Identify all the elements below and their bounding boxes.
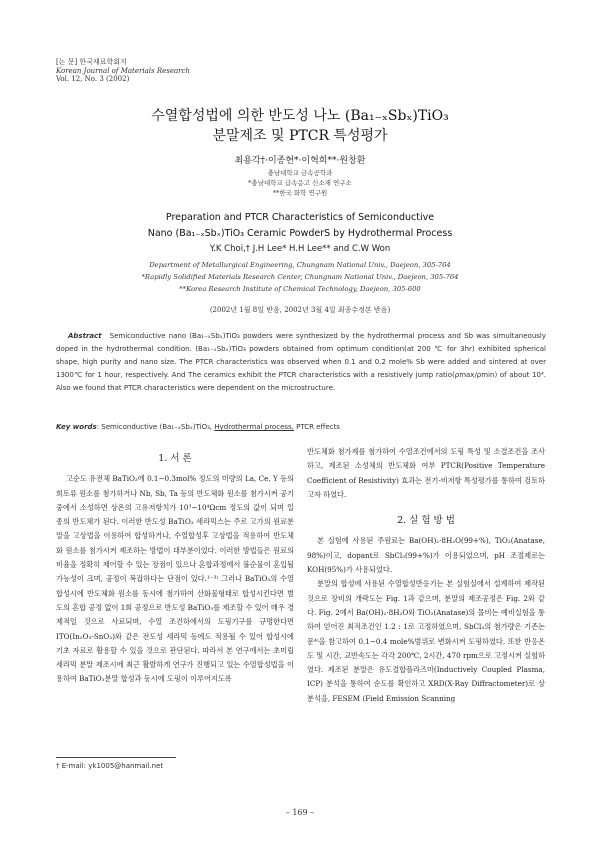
- journal-header-line1: [논 문] 한국재료학회지: [56, 58, 127, 66]
- right-column: [307, 445, 545, 706]
- methods-paragraph-1: 본 실험에 사용된 주원료는 Ba(OH)₂·8H₂O(99+%), TiO₂(Anatase, 98%)이고, dopant로 SbCl₃(99+%)가 이용되었으며, pH 조절제로는 KOH(95%)가 사용되었다.: [307, 536, 545, 575]
- journal-header: [56, 58, 190, 84]
- keywords-label: Key words: [56, 423, 97, 431]
- english-affiliations: [0, 259, 600, 295]
- journal-header-line2: Korean Journal of Materials Research: [56, 66, 190, 75]
- english-title-line1: Preparation and PTCR Characteristics of Semiconductive: [165, 212, 435, 223]
- korean-title: [0, 106, 600, 146]
- korean-affiliation: 충남대학교 금속공학과: [267, 169, 333, 177]
- english-title-line2: Nano (Ba₁₋ₓSbₓ)TiO₃ Ceramic PowderS by Hydrothermal Process: [147, 228, 453, 239]
- abstract: [56, 330, 546, 395]
- keywords-suffix: PTCR effects: [293, 423, 340, 431]
- section-heading-methods: 2. 실 험 방 법: [397, 515, 455, 527]
- abstract-text: Semiconductive nano (Ba₁₋ₓSbₓ)TiO₃ powders were synthesized by the hydrothermal process and Sb was simultaneously doped in the hydrothermal condition. (Ba₁₋ₓSbₓ)TiO₃ powders obtained from optimum condition(at 200 ℃ for 3hr) exhibited spherical shape, high purity and nano size. The PTCR characteristics was observed when 0.1 and 0.2 mole% Sb were added and sintered at over 1300℃ for 1 hour, respectively. And The ceramics exhibit the PTCR characteristics with a resistively jump ratio(ρmax/ρmin) of about 10⁴. Also we found that PTCR characteristics were dependent on the microstructure.: [56, 332, 546, 392]
- introduction-continuation: 반도체화 첨가제를 첨가하여 수열조건에서의 도핑 특성 및 소결조건을 조사하고, 제조된 소성체의 반도체화 여부 PTCR(Positive Temperature Coefficient of Resistivity) 효과는 전기-비저항 특성평가를 통하여 검토하고자 하였다.: [307, 447, 545, 499]
- english-title: [0, 210, 600, 242]
- english-affiliation: **Korea Research Institute of Chemical Technology, Daejeon, 305-600: [179, 285, 421, 293]
- english-affiliation: Department of Metallurgical Engineering, Chungnam National Univ., Daejeon, 305-764: [149, 261, 451, 269]
- abstract-label: Abstract: [68, 332, 102, 340]
- page-number: – 169 –: [285, 808, 315, 817]
- korean-authors: 최용각†·이종현*·이혁희**·원창환: [234, 156, 366, 166]
- korean-title-line2: 분말제조 및 PTCR 특성평가: [212, 128, 388, 144]
- methods-paragraph-2: 분말의 합성에 사용된 수열합성반응기는 본 실험실에서 설계하여 제작된 것으로 장비의 개략도는 Fig. 1과 같으며, 분말의 제조공정은 Fig. 2와 같다. Fig. 2에서 Ba(OH)₂·8H₂O와 TiO₂(Anatase)의 몰비는 예비실험을 통하여 얻어진 최적조건인 1.2 : 1로 고정하였으며, SbCl₃의 첨가량은 기존논문⁴⁾을 참고하여 0.1∼0.4 mole%범위로 변화시켜 도핑하였다. 또한 반응온도 및 시간, 교반속도는 각각 200℃, 2시간, 470 rpm으로 고정시켜 실험하였다. 제조된 분말은 유도결합플라즈마(Inductively Coupled Plasma, ICP) 분석을 통하여 순도를 확인하고 XRD(X-Ray Diffractometer)로 상분석을, FESEM (Field Emission Scanning: [307, 579, 545, 703]
- keywords-underlined: Hydrothermal process,: [214, 423, 294, 431]
- english-authors: Y.K Choi,† J.H Lee* H.H Lee** and C.W Won: [209, 244, 391, 254]
- introduction-paragraph: 고순도 유전체 BaTiO₃에 0.1∼0.3mol% 정도의 미량의 La, Ce, Y 등의 희토류 원소를 첨가하거나 Nb, Sb, Ta 등의 반도체화 원소를 첨가시켜 공기중에서 소성하면 상온의 고유저항치가 10³∼10⁴Ωcm 정도의 값이 되며 일종의 반도체가 된다. 이러한 반도성 BaTiO₃ 세라믹스는 주로 고가의 원료분말을 고상법을 이용하여 합성하거나, 수열합성후 고상법을 적용하여 반도체화 원소를 첨가시켜 제조하는 방법이 대부분이었다. 이러한 방법들은 원료의 비율을 정확히 제어할 수 있는 장점이 있으나 혼합과정에서 불순물이 혼입될 가능성이 크며, 공정이 복잡하다는 단점이 있다.¹⁻³⁾ 그러나 BaTiO₃의 수열합성시에 반도체화 원소를 동시에 첨가하여 산화물형태로 합성시킨다면 별도의 혼합 공정 없이 1회 공정으로 반도성 BaTiO₃를 제조할 수 있어 매우 경제적일 것으로 사료되며, 수열 조건하에서의 도핑기구를 규명한다면 ITO(In₂O₃-SnO₂)와 같은 전도성 세라믹 등에도 적용될 수 있어 합성시에 기초 자료로 활용할 수 있을 것으로 판단된다. 따라서 본 연구에서는 초미립 세라믹 분말 제조시에 최근 활발하게 연구가 진행되고 있는 수열합성법을 이용하여 BaTiO₃분말 합성과 동시에 도핑이 이루어지도록: [56, 474, 294, 684]
- korean-affiliation: *충남대학교 급속응고 신소재 연구소: [248, 179, 352, 187]
- footnote-divider: [56, 757, 176, 758]
- received-dates: (2002년 1월 8일 받음, 2002년 3월 4일 최종수정본 받음): [209, 306, 391, 314]
- keywords-prefix: : Semiconductive (Ba₁₋ₓSbₓ)TiO₃,: [96, 423, 215, 431]
- english-affiliation: *Rapidly Solidified Materials Research Center, Chungnam National Univ., Daejeon, 305-764: [141, 273, 459, 281]
- korean-affiliation: **한국 화학 연구원: [272, 189, 328, 197]
- section-heading-introduction: 1. 서 론: [158, 453, 192, 464]
- korean-affiliations: [0, 168, 600, 198]
- left-column: [56, 452, 294, 687]
- footnote-email: † E-mail: yk1005@hanmail.net: [56, 762, 164, 770]
- keywords: [56, 423, 546, 431]
- journal-header-line3: Vol. 12, No. 3 (2002): [56, 75, 130, 83]
- korean-title-line1: 수열합성법에 의한 반도성 나노 (Ba₁₋ₓSbₓ)TiO₃: [151, 108, 449, 124]
